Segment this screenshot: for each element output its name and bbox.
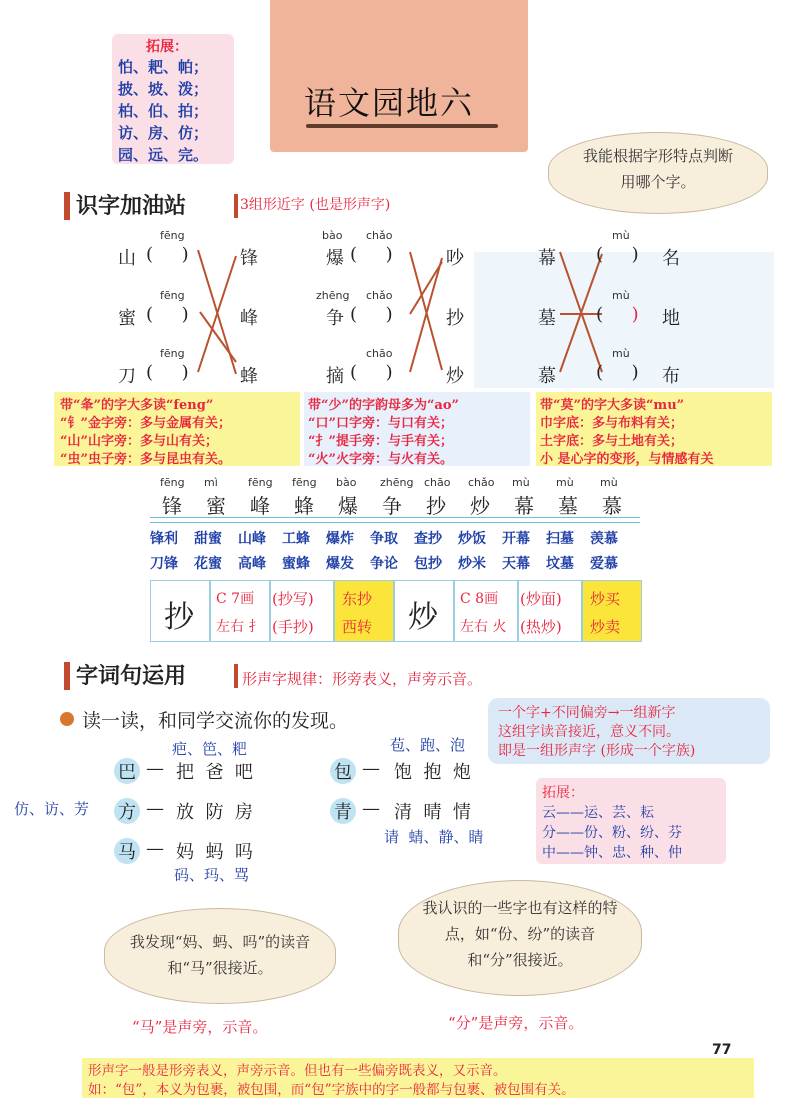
pinyin: chāo [366, 347, 393, 360]
vocab-word: 争取 [370, 531, 398, 547]
note-line: 带“少”的字韵母多为“ao” [308, 398, 460, 413]
expand-line: 披、坡、泼； [118, 80, 209, 98]
rule-line: 这组字读音接近，意义不同。 [498, 724, 680, 740]
section-note: 形声字规律：形旁表义，声旁示音。 [242, 670, 483, 688]
instruction: 读一读，和同学交流你的发现。 [82, 710, 349, 732]
family-chars: 妈 蚂 吗 [176, 842, 253, 863]
vocab-word: 坟墓 [546, 556, 574, 572]
group1-left-char: 山 [118, 248, 136, 269]
vocab-word: 花蜜 [194, 556, 222, 572]
family-root: 马 [118, 842, 136, 863]
vocab-word: 高峰 [238, 556, 266, 572]
thought-cloud-left: 我发现“妈、蚂、吗”的读音和“马”很接近。 [104, 908, 336, 1004]
expand-line: 园、远、完。 [118, 146, 209, 164]
vocab-word: 刀锋 [150, 556, 178, 572]
blank-parens: ( ) [596, 244, 639, 265]
family-root: 包 [334, 762, 352, 783]
group2-right-char: 吵 [446, 248, 464, 269]
pinyin: fēng [160, 347, 185, 360]
blank-parens: ( ) [596, 304, 639, 325]
vocab-pinyin: fēng [160, 476, 185, 489]
family-extra: 苞、跑、泡 [390, 736, 466, 754]
vocab-word: 开幕 [502, 531, 530, 547]
blank-parens: ( ) [146, 244, 189, 265]
vocab-pinyin: chǎo [468, 476, 495, 489]
vocab-word: 争论 [370, 556, 398, 572]
vocab-divider [150, 522, 640, 523]
vocab-pinyin: fēng [248, 476, 273, 489]
note-line: 带“夆”的字大多读“feng” [60, 398, 214, 413]
blank-parens: ( ) [350, 304, 393, 325]
vocab-word: 查抄 [414, 531, 442, 547]
pinyin: fēng [160, 229, 185, 242]
vocab-word: 锋利 [150, 531, 178, 547]
vocab-word: 工蜂 [282, 531, 310, 547]
vocab-word: 爱慕 [590, 556, 618, 572]
vocab-word: 炒米 [458, 556, 486, 572]
dash: — [362, 758, 380, 779]
note-line: “虫”虫子旁：多与昆虫有关。 [60, 452, 231, 467]
vocab-pinyin: bào [336, 476, 357, 489]
stroke-count: C 8画 [460, 591, 499, 607]
family-chars: 放 防 房 [176, 802, 253, 823]
vocab-char: 慕 [602, 494, 622, 518]
page-number: 77 [712, 1042, 732, 1058]
dash: — [362, 798, 380, 819]
group1-left-char: 刀 [118, 366, 136, 387]
note-line: “钅”金字旁：多与金属有关； [60, 416, 231, 431]
vocab-char: 锋 [162, 494, 182, 518]
idiom-example: 西转 [342, 618, 373, 636]
group3-right-char: 地 [662, 308, 680, 329]
vocab-char: 蜂 [294, 494, 314, 518]
vocab-word: 包抄 [414, 556, 442, 572]
group2-right-char: 炒 [446, 366, 464, 387]
vocab-pinyin: mì [204, 476, 218, 489]
vocab-pinyin: fēng [292, 476, 317, 489]
matching-lines [0, 0, 800, 400]
group2-left-char: 爆 [326, 248, 344, 269]
idiom-example: 炒买 [590, 590, 621, 608]
vocab-pinyin: zhēng [380, 476, 414, 489]
note-fen: “分”是声旁，示音。 [448, 1014, 584, 1032]
pinyin: zhēng [316, 289, 350, 302]
group1-right-char: 锋 [240, 248, 258, 269]
note-line: 巾字底：多与布料有关； [540, 416, 684, 431]
group2-left-char: 争 [326, 308, 344, 329]
note-line: “扌”提手旁：与手有关； [308, 434, 453, 449]
family-extra: 仿、访、芳 [14, 800, 90, 818]
section-header-usage: 字词句运用 [64, 662, 230, 690]
pinyin: fēng [160, 289, 185, 302]
family-extra: 请 蜻、静、睛 [384, 828, 484, 846]
family-chars: 清 晴 情 [394, 802, 471, 823]
expand-heading: 拓展： [542, 785, 584, 801]
group3-left-char: 墓 [538, 308, 556, 329]
vocab-word: 甜蜜 [194, 531, 222, 547]
pinyin: chǎo [366, 229, 393, 242]
big-char: 炒 [408, 600, 438, 635]
note-line: 带“莫”的字大多读“mu” [540, 398, 685, 413]
idiom-example: 东抄 [342, 590, 373, 608]
vocab-word: 爆发 [326, 556, 354, 572]
pinyin: mù [612, 229, 630, 242]
section-note: 3组形近字 (也是形声字) [240, 197, 391, 213]
vocab-word: 羡慕 [590, 531, 618, 547]
vocab-word: 山峰 [238, 531, 266, 547]
bullet-icon [60, 712, 74, 726]
vocab-pinyin: mù [600, 476, 618, 489]
vocab-char: 爆 [338, 494, 358, 518]
rule-line: 即是一组形声字 (形成一个字族) [498, 743, 696, 759]
family-root: 青 [334, 802, 352, 823]
expand-line: 云——运、芸、耘 [542, 805, 654, 821]
vocab-word: 爆炸 [326, 531, 354, 547]
pinyin: mù [612, 347, 630, 360]
thought-cloud-top: 我能根据字形特点判断用哪个字。 [548, 132, 768, 214]
vocab-char: 墓 [558, 494, 578, 518]
family-extra: 疤、笆、粑 [172, 740, 248, 758]
idiom-example: 炒卖 [590, 618, 621, 636]
note-ma: “马”是声旁，示音。 [132, 1018, 268, 1036]
structure: 左右 火 [460, 619, 507, 635]
vocab-word: 炒饭 [458, 531, 486, 547]
blank-parens: ( ) [350, 362, 393, 383]
vocab-char: 争 [382, 494, 402, 518]
expand-line: 柏、伯、拍； [118, 102, 209, 120]
expand-heading: 拓展： [146, 39, 188, 55]
expand-line: 中——钟、忠、种、仲 [542, 845, 682, 861]
vocab-pinyin: mù [512, 476, 530, 489]
vocab-char: 抄 [426, 494, 446, 518]
group3-right-char: 名 [662, 248, 680, 269]
pinyin: bào [322, 229, 343, 242]
vocab-word: 蜜蜂 [282, 556, 310, 572]
note-line: 土字底：多与土地有关； [540, 434, 684, 449]
note-line: “山”山字旁：多与山有关； [60, 434, 218, 449]
blank-parens: ( ) [146, 362, 189, 383]
dash: — [146, 758, 164, 779]
group3-left-char: 慕 [538, 366, 556, 387]
group2-left-char: 摘 [326, 366, 344, 387]
vocab-pinyin: chāo [424, 476, 451, 489]
note-line: “口”口字旁：与口有关； [308, 416, 453, 431]
blank-parens: ( ) [146, 304, 189, 325]
group3-left-char: 幕 [538, 248, 556, 269]
pinyin: chǎo [366, 289, 393, 302]
vocab-char: 峰 [250, 494, 270, 518]
expand-line: 分——份、粉、纷、芬 [542, 825, 682, 841]
group2-right-char: 抄 [446, 308, 464, 329]
bottom-note-line: 形声字一般是形旁表义，声旁示音。但也有一些偏旁既表义，又示音。 [88, 1063, 507, 1079]
thought-cloud-right: 我认识的一些字也有这样的特点，如“份、纷”的读音和“分”很接近。 [398, 880, 642, 996]
section-header-literacy: 识字加油站 [64, 192, 230, 220]
word-example: (手抄) [272, 618, 314, 636]
vocab-word: 天幕 [502, 556, 530, 572]
vocab-pinyin: mù [556, 476, 574, 489]
vocab-word: 扫墓 [546, 531, 574, 547]
page-title: 语文园地六 [304, 84, 475, 122]
structure: 左右 扌 [216, 619, 263, 635]
expand-line: 怕、耙、帕； [118, 58, 209, 76]
big-char: 抄 [164, 600, 194, 635]
group3-right-char: 布 [662, 366, 680, 387]
family-root: 方 [118, 802, 136, 823]
family-root: 巴 [118, 762, 136, 783]
expand-line: 访、房、仿； [118, 124, 209, 142]
dash: — [146, 798, 164, 819]
vocab-char: 幕 [514, 494, 534, 518]
stroke-count: C 7画 [216, 591, 255, 607]
vocab-char: 炒 [470, 494, 490, 518]
family-extra: 码、玛、骂 [174, 866, 250, 884]
word-example: (热炒) [520, 618, 562, 636]
word-example: (抄写) [272, 590, 314, 608]
family-chars: 把 爸 吧 [176, 762, 253, 783]
blank-parens: ( ) [596, 362, 639, 383]
rule-line: 一个字+不同偏旁→一组新字 [498, 705, 676, 721]
blank-parens: ( ) [350, 244, 393, 265]
dash: — [146, 838, 164, 859]
bottom-note-line: 如：“包”，本义为包裹，被包围，而“包”字族中的字一般都与包裹、被包围有关。 [88, 1082, 575, 1098]
note-line: 小 是心字的变形，与情感有关 [540, 452, 714, 467]
pinyin: mù [612, 289, 630, 302]
word-example: (炒面) [520, 590, 562, 608]
note-line: “火”火字旁：与火有关。 [308, 452, 453, 467]
group1-right-char: 蜂 [240, 366, 258, 387]
group1-right-char: 峰 [240, 308, 258, 329]
group1-left-char: 蜜 [118, 308, 136, 329]
family-chars: 饱 抱 炮 [394, 762, 471, 783]
vocab-char: 蜜 [206, 494, 226, 518]
